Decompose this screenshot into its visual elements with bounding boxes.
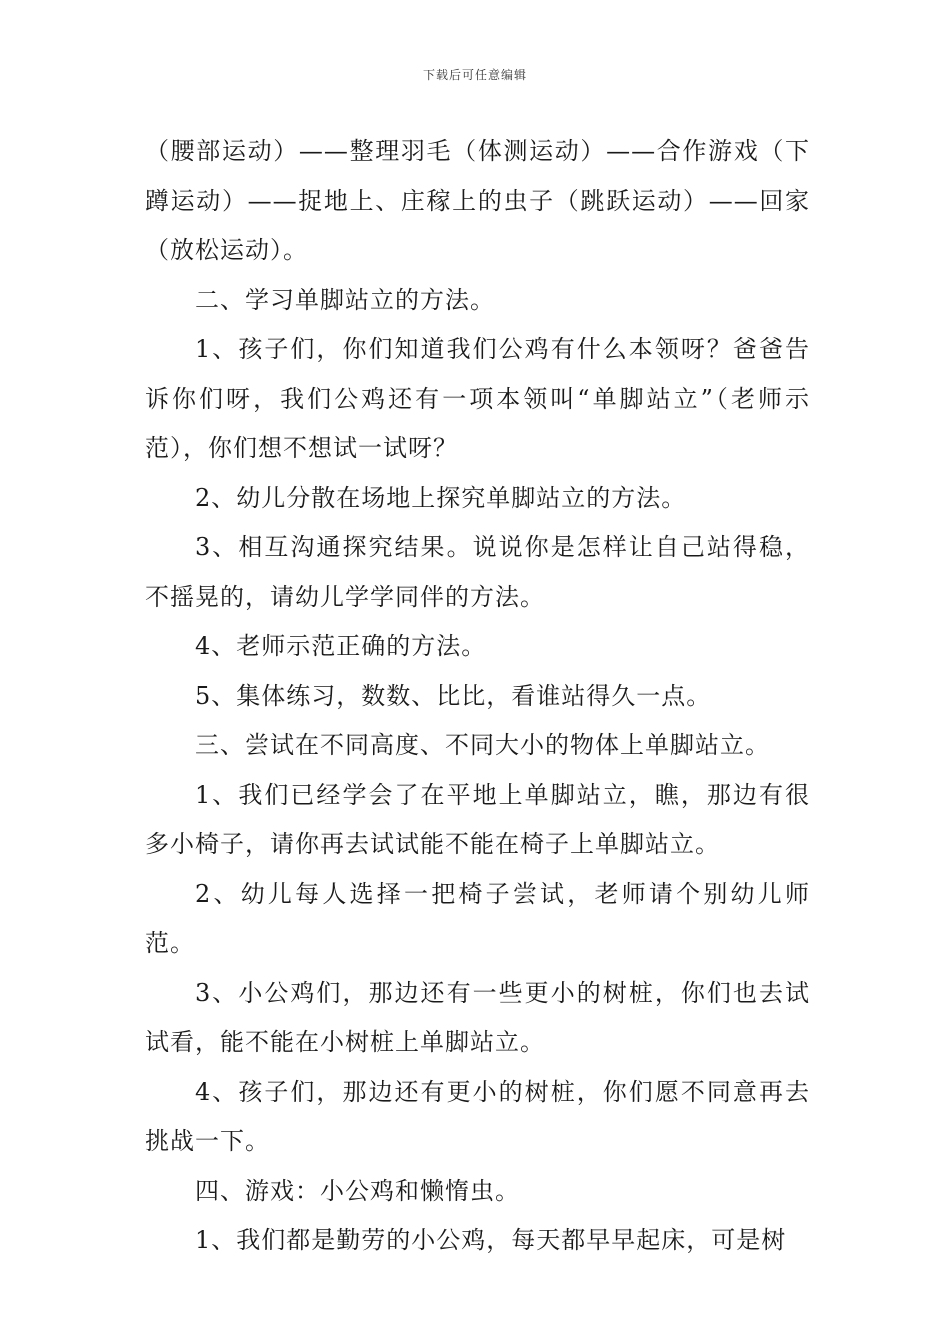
paragraph-item: 5、集体练习，数数、比比，看谁站得久一点。 [195,681,712,710]
section-heading-3: 三、尝试在不同高度、不同大小的物体上单脚站立。 [195,731,770,759]
section-heading-2: 二、学习单脚站立的方法。 [195,285,495,314]
paragraph-item: 3、相互沟通探究结果。说说你是怎样让自己站得稳，不摇晃的，请幼儿学学同伴的方法。 [145,533,810,611]
paragraph-item: 1、我们已经学会了在平地上单脚站立，瞧，那边有很多小椅子，请你再去试试能不能在椅子上单脚站立。 [145,780,810,858]
paragraph-item: 1、孩子们，你们知道我们公鸡有什么本领呀？爸爸告诉你们呀，我们公鸡还有一项本领叫“单脚站立”（老师示范），你们想不想试一试呀？ [145,335,810,462]
page-header-note: 下载后可任意编辑 [422,68,527,82]
paragraph-continuation: （腰部运动）——整理羽毛（体测运动）——合作游戏（下蹲运动）——捉地上、庄稼上的虫子（跳跃运动）——回家（放松运动）。 [145,137,810,264]
paragraph-item: 1、我们都是勤劳的小公鸡，每天都早早起床，可是树 [195,1226,787,1254]
paragraph-item: 4、孩子们，那边还有更小的树桩，你们愿不同意再去挑战一下。 [145,1077,810,1155]
paragraph-item: 2、幼儿分散在场地上探究单脚站立的方法。 [195,483,687,512]
paragraph-item: 3、小公鸡们，那边还有一些更小的树桩，你们也去试试看，能不能在小树桩上单脚站立。 [145,978,810,1056]
paragraph-item: 2、幼儿每人选择一把椅子尝试，老师请个别幼儿师范。 [145,879,810,957]
section-heading-4: 四、游戏：小公鸡和懒惰虫。 [195,1176,520,1205]
paragraph-item: 4、老师示范正确的方法。 [195,632,487,660]
document-body [145,127,810,1266]
